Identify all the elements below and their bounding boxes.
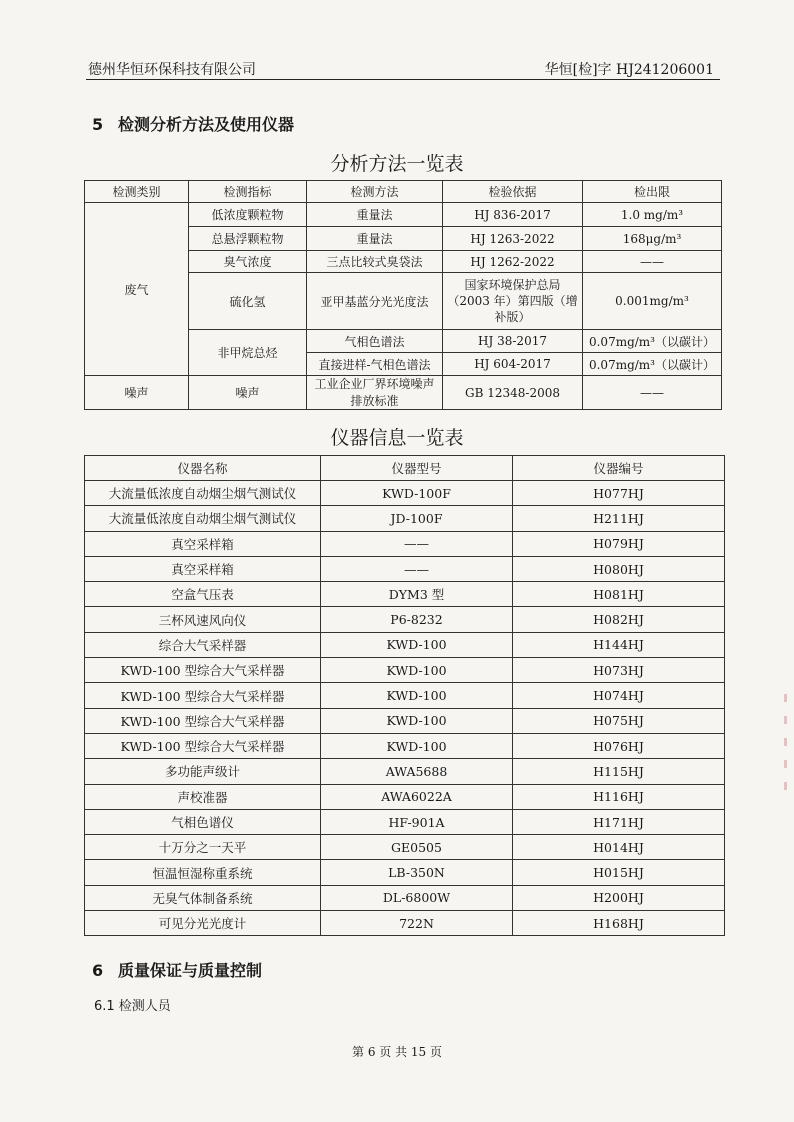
basis-cell: HJ 604-2017 [443,353,583,376]
method-table [84,180,722,410]
instrument-name-cell: 真空采样箱 [85,556,321,581]
basis-cell: HJ 1263-2022 [443,227,583,251]
instrument-table-title: 仪器信息一览表 [330,427,464,449]
column-header: 检出限 [583,181,722,203]
table-row [85,582,725,607]
method-table-title: 分析方法一览表 [330,153,464,175]
table-row [85,531,725,556]
instrument-number-cell: H116HJ [513,784,725,809]
instrument-model-cell: KWD-100F [321,481,513,506]
instrument-model-cell: KWD-100 [321,658,513,683]
instrument-table-body [85,481,725,936]
table-row [85,481,725,506]
column-header: 检测方法 [307,181,443,203]
index-cell: 臭气浓度 [189,251,307,273]
instrument-model-cell: KWD-100 [321,632,513,657]
instrument-model-cell: —— [321,531,513,556]
basis-cell: 国家环境保护总局（2003 年）第四版（增补版） [443,273,583,330]
instrument-model-cell: KWD-100 [321,708,513,733]
column-header: 检验依据 [443,181,583,203]
index-cell: 总悬浮颗粒物 [189,227,307,251]
instrument-number-cell: H168HJ [513,911,725,936]
seal-edge-mark [778,680,792,860]
instrument-table-header-row [85,456,725,481]
limit-cell: 168μg/m³ [583,227,722,251]
instrument-model-cell: AWA6022A [321,784,513,809]
instrument-name-cell: 真空采样箱 [85,531,321,556]
instrument-number-cell: H082HJ [513,607,725,632]
instrument-name-cell: KWD-100 型综合大气采样器 [85,683,321,708]
table-row [85,506,725,531]
page-footer: 第 6 页 共 15 页 [352,1045,442,1059]
instrument-model-cell: KWD-100 [321,683,513,708]
instrument-number-cell: H076HJ [513,733,725,758]
table-row [85,632,725,657]
instrument-model-cell: LB-350N [321,860,513,885]
table-row [85,658,725,683]
column-header: 检测类别 [85,181,189,203]
section-6-title: 质量保证与质量控制 [118,961,263,980]
instrument-model-cell: —— [321,556,513,581]
instrument-number-cell: H081HJ [513,582,725,607]
instrument-number-cell: H200HJ [513,885,725,910]
table-row [85,784,725,809]
limit-cell: 0.07mg/m³（以碳计） [583,330,722,353]
limit-cell: —— [583,376,722,410]
instrument-name-cell: 气相色谱仪 [85,809,321,834]
instrument-model-cell: 722N [321,911,513,936]
instrument-number-cell: H074HJ [513,683,725,708]
table-row [85,733,725,758]
method-cell: 气相色谱法 [307,330,443,353]
method-cell: 直接进样-气相色谱法 [307,353,443,376]
instrument-number-cell: H015HJ [513,860,725,885]
column-header: 检测指标 [189,181,307,203]
instrument-name-cell: KWD-100 型综合大气采样器 [85,733,321,758]
instrument-name-cell: 综合大气采样器 [85,632,321,657]
index-cell: 低浓度颗粒物 [189,203,307,227]
document-number: 华恒[检]字 HJ241206001 [544,62,714,78]
instrument-name-cell: 空盒气压表 [85,582,321,607]
instrument-name-cell: 三杯风速风向仪 [85,607,321,632]
instrument-name-cell: 可见分光光度计 [85,911,321,936]
table-row [85,860,725,885]
company-name: 德州华恒环保科技有限公司 [88,62,256,78]
instrument-model-cell: DL-6800W [321,885,513,910]
section-5-heading [92,112,294,135]
index-cell: 硫化氢 [189,273,307,330]
limit-cell: —— [583,251,722,273]
page-header [86,57,720,80]
column-header: 仪器编号 [513,456,725,481]
instrument-number-cell: H144HJ [513,632,725,657]
instrument-name-cell: 多功能声级计 [85,759,321,784]
subsection-6-1: 6.1 检测人员 [94,999,171,1014]
method-cell: 三点比较式臭袋法 [307,251,443,273]
instrument-model-cell: KWD-100 [321,733,513,758]
basis-cell: HJ 38-2017 [443,330,583,353]
instrument-number-cell: H079HJ [513,531,725,556]
table-row [85,835,725,860]
instrument-model-cell: DYM3 型 [321,582,513,607]
instrument-table [84,455,725,936]
category-cell: 废气 [85,203,189,376]
category-cell: 噪声 [85,376,189,410]
method-cell: 重量法 [307,227,443,251]
table-row [85,683,725,708]
limit-cell: 0.07mg/m³（以碳计） [583,353,722,376]
instrument-name-cell: KWD-100 型综合大气采样器 [85,708,321,733]
instrument-name-cell: KWD-100 型综合大气采样器 [85,658,321,683]
section-5-number: 5 [92,115,104,134]
instrument-model-cell: AWA5688 [321,759,513,784]
instrument-name-cell: 大流量低浓度自动烟尘烟气测试仪 [85,506,321,531]
instrument-number-cell: H073HJ [513,658,725,683]
instrument-number-cell: H075HJ [513,708,725,733]
instrument-model-cell: P6-8232 [321,607,513,632]
instrument-model-cell: GE0505 [321,835,513,860]
table-row [85,911,725,936]
method-cell: 工业企业厂界环境噪声排放标准 [307,376,443,410]
instrument-name-cell: 大流量低浓度自动烟尘烟气测试仪 [85,481,321,506]
basis-cell: HJ 836-2017 [443,203,583,227]
limit-cell: 0.001mg/m³ [583,273,722,330]
table-row [85,556,725,581]
table-row [85,885,725,910]
table-row [85,809,725,834]
method-cell: 亚甲基蓝分光光度法 [307,273,443,330]
instrument-number-cell: H077HJ [513,481,725,506]
section-5-title: 检测分析方法及使用仪器 [118,115,295,134]
section-6-heading [92,958,262,981]
table-row [85,376,722,410]
column-header: 仪器名称 [85,456,321,481]
instrument-number-cell: H211HJ [513,506,725,531]
basis-cell: GB 12348-2008 [443,376,583,410]
table-row [85,759,725,784]
instrument-number-cell: H080HJ [513,556,725,581]
method-cell: 重量法 [307,203,443,227]
instrument-number-cell: H115HJ [513,759,725,784]
instrument-name-cell: 十万分之一天平 [85,835,321,860]
basis-cell: HJ 1262-2022 [443,251,583,273]
limit-cell: 1.0 mg/m³ [583,203,722,227]
index-cell: 噪声 [189,376,307,410]
column-header: 仪器型号 [321,456,513,481]
instrument-name-cell: 恒温恒湿称重系统 [85,860,321,885]
table-row [85,203,722,227]
section-6-number: 6 [92,961,104,980]
table-row [85,607,725,632]
instrument-name-cell: 无臭气体制备系统 [85,885,321,910]
instrument-name-cell: 声校准器 [85,784,321,809]
instrument-model-cell: HF-901A [321,809,513,834]
instrument-model-cell: JD-100F [321,506,513,531]
instrument-number-cell: H171HJ [513,809,725,834]
index-cell: 非甲烷总烃 [189,330,307,376]
method-table-header-row [85,181,722,203]
instrument-number-cell: H014HJ [513,835,725,860]
table-row [85,708,725,733]
